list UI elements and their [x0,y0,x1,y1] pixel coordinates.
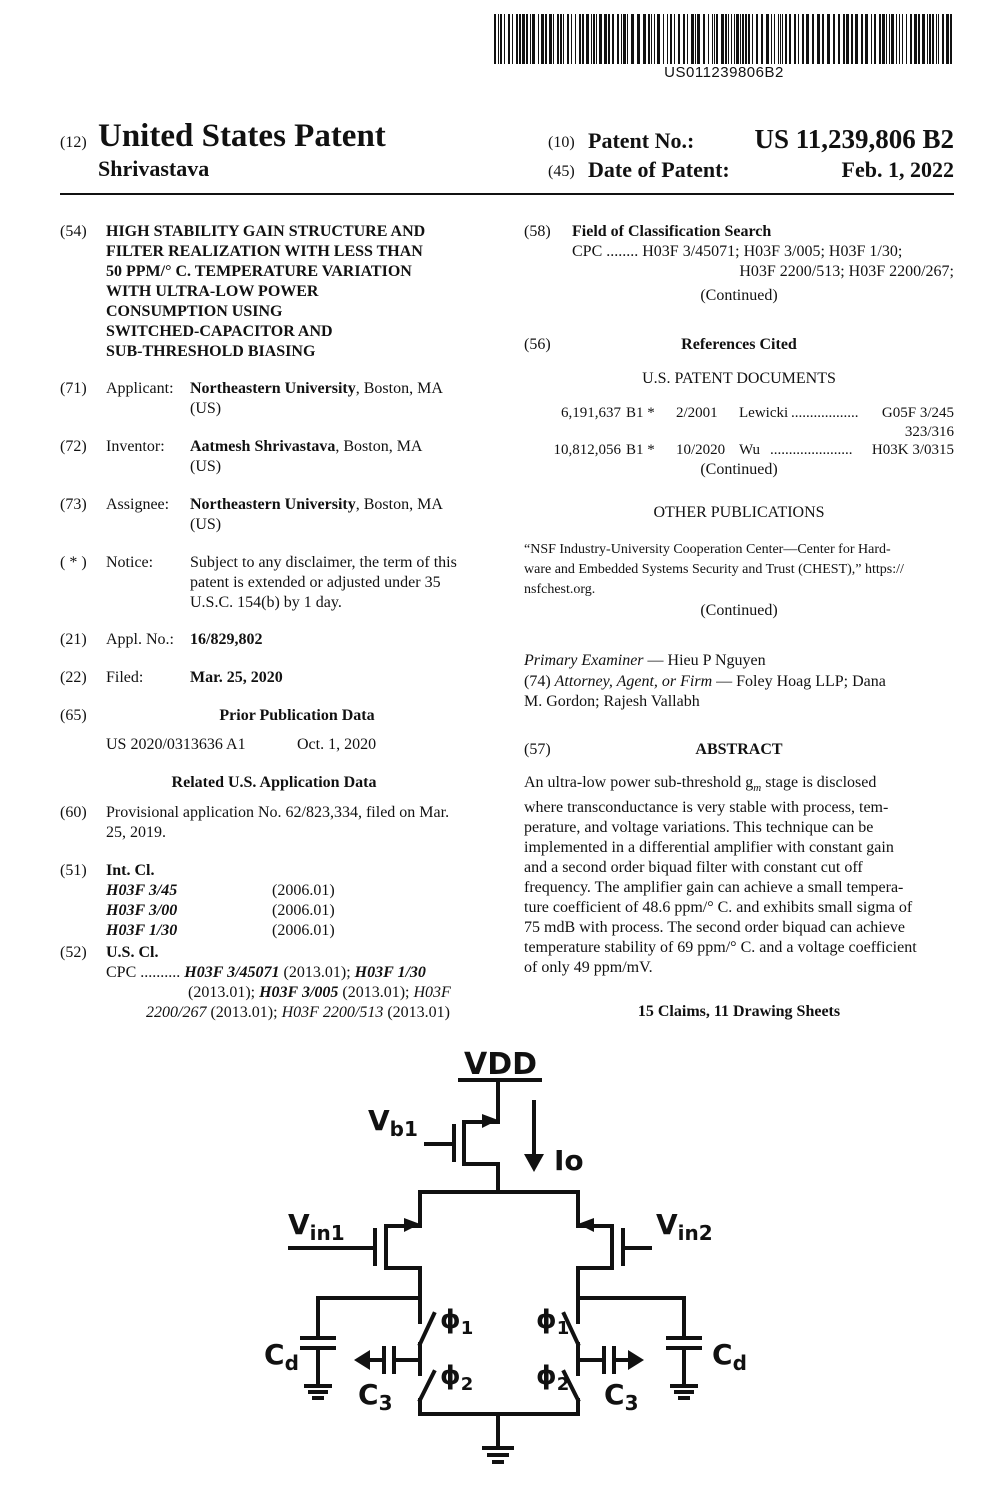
pmos-arrow-icon [578,1218,594,1232]
barcode-bar [882,14,885,64]
barcode-bar [575,14,576,64]
barcode-bar [745,14,747,64]
cd-left-label: $C_d$ [264,1338,299,1375]
circuit-arrows [354,1114,644,1370]
intcl-row: H03F 1/30 (2006.01) [106,922,335,939]
barcode-bar [725,14,727,64]
barcode-bar [691,14,694,64]
intcl-label: Int. Cl. [106,862,155,879]
patent-number: US 11,239,806 B2 [754,124,954,154]
phi1-right-label: $\phi_1$ [536,1305,570,1339]
doc-type: United States Patent [98,118,386,154]
vin2-label: $V_{in2}$ [656,1208,713,1245]
barcode-bar [789,14,791,64]
barcode-bar [891,14,894,64]
barcode-bar [846,14,849,64]
barcode-bar [579,14,581,64]
barcode-bar [522,14,525,64]
current-arrow-icon [524,1154,544,1172]
prior-publication-date: Oct. 1, 2020 [297,736,377,753]
title-code: (54) [60,223,87,240]
barcode-bar [950,14,952,64]
appl-code: (21) [60,631,87,648]
barcode-bar [567,14,569,64]
barcode-bar [721,14,724,64]
other-publications-heading: OTHER PUBLICATIONS [653,504,825,521]
pmos-arrow-icon [482,1114,498,1128]
prior-publication: US 2020/0313636 A1 [106,736,246,753]
field-line-2: H03F 2200/513; H03F 2200/267; [739,263,954,280]
barcode-bar [742,14,744,64]
barcode-bar [530,14,531,64]
barcode-bar [674,14,675,64]
barcode-bar [621,14,622,64]
barcode-number: US011239806B2 [664,64,784,81]
barcode-bar [703,14,705,64]
barcode-bar [785,14,787,64]
filed-code: (22) [60,669,87,686]
barcode-bar [549,14,552,64]
barcode-bar [851,14,853,64]
barcode-bar [780,14,781,64]
field-continued: (Continued) [700,287,778,304]
barcode-bar [512,14,513,64]
barcode-bar [910,14,912,64]
barcode-bar [571,14,572,64]
provisional-text: Provisional application No. 62/823,334, filed on Mar. 25, 2019. [106,804,450,841]
assignee-code: (73) [60,496,87,513]
barcode-bar [748,14,750,64]
barcode-bar [643,14,646,64]
inventor-code: (72) [60,438,87,455]
inventor-surname: Shrivastava [98,156,210,181]
abstract-text: An ultra-low power sub-threshold $g_m$ stage is disclosed where transconductance is very stable with process, tem- perature, and voltage variations. This technique can be implemented in a differential amplifier with constant gain and a second order biquad filter with constant cut off frequency. The amplifier gain can achieve a small tempera- ture coefficient of 48.6 ppm/° C. and exhibits small sigma of 75 mdB with process. The second order biquad can achieve temperature stability of 69 ppm/° C. and a voltage coefficient of only 49 ppm/mV. [524,774,917,977]
barcode-bar [806,14,809,64]
prior-code: (65) [60,707,87,724]
abstract-code: (57) [524,741,551,758]
applicant-code: (71) [60,380,87,397]
barcode-bar [731,14,732,64]
barcode-bar [918,14,920,64]
c3-ground-arrow-icon [354,1350,370,1370]
barcode-bar [623,14,626,64]
vdd-label: VDD [464,1047,538,1082]
other-continued: (Continued) [700,602,778,619]
notice-label: Notice: [106,554,154,571]
barcode-bar [545,14,547,64]
applicant-label: Applicant: [106,380,174,397]
intcl-row: H03F 3/45 (2006.01) [106,882,335,899]
notice-text: Subject to any disclaimer, the term of this patent is extended or adjusted under 35 U.S.C. 154(b) by 1 day. [190,554,457,611]
barcode-bar [604,14,607,64]
header-rule [60,193,954,195]
related-heading: Related U.S. Application Data [171,774,377,791]
barcode-bar [712,14,713,64]
barcode-bar [657,14,660,64]
uscl-label: U.S. Cl. [106,944,159,961]
barcode-bar [798,14,799,64]
barcode-bar [886,14,887,64]
prior-heading: Prior Publication Data [219,707,375,724]
attorney: (74) Attorney, Agent, or Firm — Foley Hoag LLP; Dana M. Gordon; Rajesh Vallabh [524,673,886,710]
barcode-bar [687,14,688,64]
phi1-left-label: $\phi_1$ [440,1305,474,1339]
assignee-label: Assignee: [106,496,170,513]
barcode-bar [794,14,796,64]
barcode-bar [716,14,718,64]
provisional-code: (60) [60,804,87,821]
barcode-bar [922,14,925,64]
patent-date: Feb. 1, 2022 [841,157,954,182]
uscl-cpc: CPC .......... H03F 3/45071 (2013.01); H03F 1/30 (2013.01); H03F 3/005 (2013.01); H03F 2200/267 (2013.01); H03F 2200/513 (2013.01) [106,964,451,1021]
date-code: (45) [548,163,575,180]
barcode-bar [929,14,931,64]
barcode-bar [541,14,544,64]
barcode-bar [637,14,640,64]
barcode-bar [504,14,505,64]
circuit-wires [290,1080,700,1462]
field-code: (58) [524,223,551,240]
barcode-bar [591,14,592,64]
barcode-bar [774,14,775,64]
barcode-bar [946,14,949,64]
barcode-bar [766,14,769,64]
barcode-bar [761,14,763,64]
barcode-bar [728,14,729,64]
barcode-bar [843,14,845,64]
barcode-bar [932,14,934,64]
barcode-bar [889,14,890,64]
claims-summary: 15 Claims, 11 Drawing Sheets [637,1003,841,1020]
barcode-bar [902,14,903,64]
barcode-bar [563,14,564,64]
field-heading: Field of Classification Search [572,223,772,240]
barcode-bar [494,14,496,64]
barcode-bar [708,14,709,64]
barcode-bar [678,14,680,64]
barcode-bar [874,14,876,64]
barcode-bar [906,14,907,64]
barcode-bar [734,14,735,64]
barcode-bar [822,14,824,64]
barcode [494,14,954,64]
barcode-bar [651,14,652,64]
barcode-bar [714,14,715,64]
appl-label: Appl. No.: [106,631,174,648]
c3-left-label: $C_3$ [358,1378,393,1415]
uscl-code: (52) [60,944,87,961]
barcode-bar [631,14,634,64]
barcode-bar [508,14,510,64]
barcode-bar [899,14,900,64]
circuit-figure [240,1038,780,1488]
barcode-bar [532,14,535,64]
abstract-heading: ABSTRACT [695,741,783,758]
us-docs-heading: U.S. PATENT DOCUMENTS [642,370,836,387]
appl-number: 16/829,802 [190,631,263,648]
barcode-bar [599,14,602,64]
filed-label: Filed: [106,669,144,686]
barcode-bar [667,14,668,64]
barcode-bar [500,14,502,64]
barcode-bar [553,14,554,64]
applicant-value: Northeastern University, Boston, MA (US) [190,380,443,417]
barcode-bar [827,14,830,64]
barcode-bar [778,14,779,64]
barcode-bar [740,14,741,64]
barcode-bar [833,14,835,64]
patent-no-code: (10) [548,134,575,151]
barcode-bar [938,14,939,64]
barcode-bar [516,14,518,64]
barcode-bar [695,14,696,64]
barcode-bar [942,14,944,64]
io-label: Io [554,1144,584,1177]
c3-ground-arrow-icon [628,1350,644,1370]
patent-title: HIGH STABILITY GAIN STRUCTURE AND FILTER REALIZATION WITH LESS THAN 50 PPM/° C. TEMPERATURE VARIATION WITH ULTRA-LOW POWER CONSUMPTION USING SWITCHED-CAPACITOR AND SUB-THRESHOLD BIASING [106,223,426,360]
barcode-bar [648,14,650,64]
phi2-right-label: $\phi_2$ [536,1361,570,1395]
barcode-bar [519,14,521,64]
primary-examiner: Primary Examiner — Hieu P Nguyen [524,652,766,669]
barcode-bar [752,14,753,64]
barcode-bar [896,14,897,64]
barcode-bar [557,14,559,64]
barcode-bar [736,14,739,64]
barcode-bar [802,14,804,64]
date-label: Date of Patent: [588,157,730,182]
doc-type-code: (12) [60,134,87,151]
intcl-code: (51) [60,862,87,879]
barcode-bar [538,14,539,64]
inventor-label: Inventor: [106,438,165,455]
barcode-bar [596,14,597,64]
barcode-bar [871,14,872,64]
barcode-bar [654,14,655,64]
barcode-bar [812,14,814,64]
barcode-bar [526,14,528,64]
barcode-bar [782,14,783,64]
barcode-bar [617,14,619,64]
inventor-value: Aatmesh Shrivastava, Boston, MA (US) [190,438,423,475]
phi2-left-label: $\phi_2$ [440,1361,474,1395]
barcode-bar [612,14,614,64]
barcode-bar [560,14,562,64]
vb1-label: $V_{b1}$ [368,1104,418,1141]
barcode-bar [498,14,499,64]
filed-date: Mar. 25, 2020 [190,669,283,686]
vin1-label: $V_{in1}$ [288,1208,345,1245]
barcode-bar [914,14,917,64]
barcode-bar [936,14,937,64]
refs-heading: References Cited [681,336,797,353]
barcode-bar [756,14,758,64]
other-publication: “NSF Industry-University Cooperation Center—Center for Hard- ware and Embedded Systems Security and Trust (CHEST),” https:// nsfchest.org. [524,542,904,597]
cd-right-label: $C_d$ [712,1338,747,1375]
field-line-1: CPC ........ H03F 3/45071; H03F 3/005; H03F 1/30; [572,243,903,260]
barcode-bar [663,14,664,64]
barcode-bar [865,14,868,64]
notice-code: ( * ) [60,554,87,571]
barcode-bar [582,14,584,64]
refs-code: (56) [524,336,551,353]
barcode-bar [593,14,595,64]
intcl-row: H03F 3/00 (2006.01) [106,902,335,919]
barcode-bar [817,14,820,64]
barcode-bar [697,14,700,64]
refs-continued: (Continued) [700,461,778,478]
intcl-list [106,881,335,941]
barcode-bar [586,14,589,64]
barcode-bar [927,14,928,64]
barcode-bar [855,14,858,64]
barcode-bar [861,14,863,64]
patent-no-label: Patent No.: [588,128,695,153]
barcode-bar [627,14,628,64]
pmos-arrow-icon [404,1218,420,1232]
barcode-bar [879,14,881,64]
c3-right-label: $C_3$ [604,1378,639,1415]
barcode-bar [670,14,672,64]
barcode-bar [838,14,840,64]
barcode-bar [608,14,610,64]
barcode-bar [771,14,772,64]
barcode-bar [683,14,685,64]
assignee-value: Northeastern University, Boston, MA (US) [190,496,443,533]
